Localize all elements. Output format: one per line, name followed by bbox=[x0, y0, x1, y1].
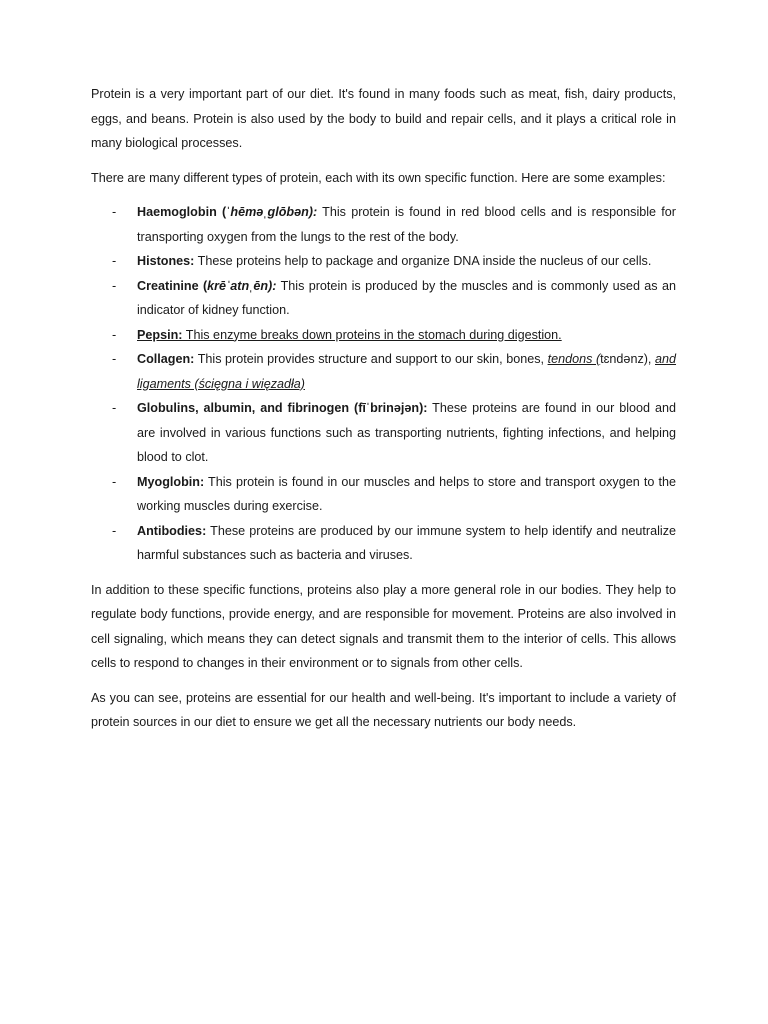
item-text: This protein provides structure and support to our skin, bones, bbox=[194, 352, 548, 366]
bullet-dash: - bbox=[112, 327, 117, 342]
list-item-pepsin bbox=[91, 323, 676, 348]
types-intro-paragraph: There are many different types of protein, each with its own specific function. Here are some examples: bbox=[91, 170, 666, 185]
item-text: These proteins help to package and organize DNA inside the nucleus of our cells. bbox=[194, 254, 652, 268]
list-item-creatinine bbox=[91, 274, 676, 323]
bullet-dash: - bbox=[112, 278, 117, 293]
list-item-histones bbox=[91, 249, 676, 274]
item-text: These proteins are found in our blood and are involved in various functions such as transporting nutrients, fighting infections, and helping blood to clot. bbox=[137, 401, 676, 464]
bullet-dash: - bbox=[112, 523, 117, 538]
bullet-dash: - bbox=[112, 254, 117, 268]
bullet-dash: - bbox=[112, 474, 117, 489]
list-item-haemoglobin bbox=[91, 200, 676, 249]
pepsin-underlined bbox=[137, 328, 562, 342]
bullet-dash: - bbox=[112, 401, 117, 415]
item-term: Collagen: bbox=[137, 352, 195, 366]
intro-paragraph: Protein is a very important part of our diet. It's found in many foods such as meat, fish, dairy products, eggs, and beans. Protein is also used by the body to build and repair cells, and it plays a critical role in many biological processes. bbox=[91, 87, 676, 150]
item-text: This enzyme breaks down proteins in the stomach during digestion. bbox=[182, 327, 562, 342]
tendons-ipa: tɛndənz), bbox=[600, 352, 652, 366]
protein-list bbox=[91, 200, 676, 568]
list-item-globulins bbox=[91, 396, 676, 470]
item-term: Histones: bbox=[137, 254, 195, 268]
item-term: Pepsin: bbox=[137, 327, 183, 342]
tendons-link[interactable]: tendons ( bbox=[547, 352, 601, 366]
item-term: Creatinine (krēˈatnˌēn): bbox=[137, 278, 277, 293]
list-item-collagen bbox=[91, 347, 676, 396]
item-term: Haemoglobin (ˈhēməˌglōbən): bbox=[137, 205, 318, 219]
item-term: Globulins, albumin, and fibrinogen (fīˈbrinəjən): bbox=[137, 401, 428, 415]
item-text: This protein is found in our muscles and helps to store and transport oxygen to the working muscles during exercise. bbox=[137, 474, 676, 513]
document-page bbox=[91, 82, 676, 745]
item-text: This protein is found in red blood cells and is responsible for transporting oxygen from the lungs to the rest of the body. bbox=[137, 205, 676, 244]
list-item-antibodies bbox=[91, 519, 676, 568]
ligaments-text[interactable]: and ligaments (ścięgna i więzadła) bbox=[137, 352, 677, 391]
item-text: These proteins are produced by our immune system to help identify and neutralize harmful substances such as bacteria and viruses. bbox=[137, 523, 676, 562]
bullet-dash: - bbox=[112, 205, 117, 219]
item-term: Myoglobin: bbox=[137, 474, 205, 489]
bullet-dash: - bbox=[112, 352, 117, 366]
general-role-paragraph: In addition to these specific functions, proteins also play a more general role in our bodies. They help to regulate body functions, provide energy, and are responsible for movement. Proteins are also involved in cell signaling, which means they can detect signals and transmit them to the interior of cells. This allows cells to respond to changes in their environment or to signals from other cells. bbox=[91, 582, 676, 670]
item-term: Antibodies: bbox=[137, 523, 207, 538]
list-item-myoglobin bbox=[91, 470, 676, 519]
conclusion-paragraph: As you can see, proteins are essential for our health and well-being. It's important to include a variety of protein sources in our diet to ensure we get all the necessary nutrients our body needs. bbox=[91, 690, 676, 729]
item-text: This protein is produced by the muscles and is commonly used as an indicator of kidney function. bbox=[137, 278, 676, 317]
